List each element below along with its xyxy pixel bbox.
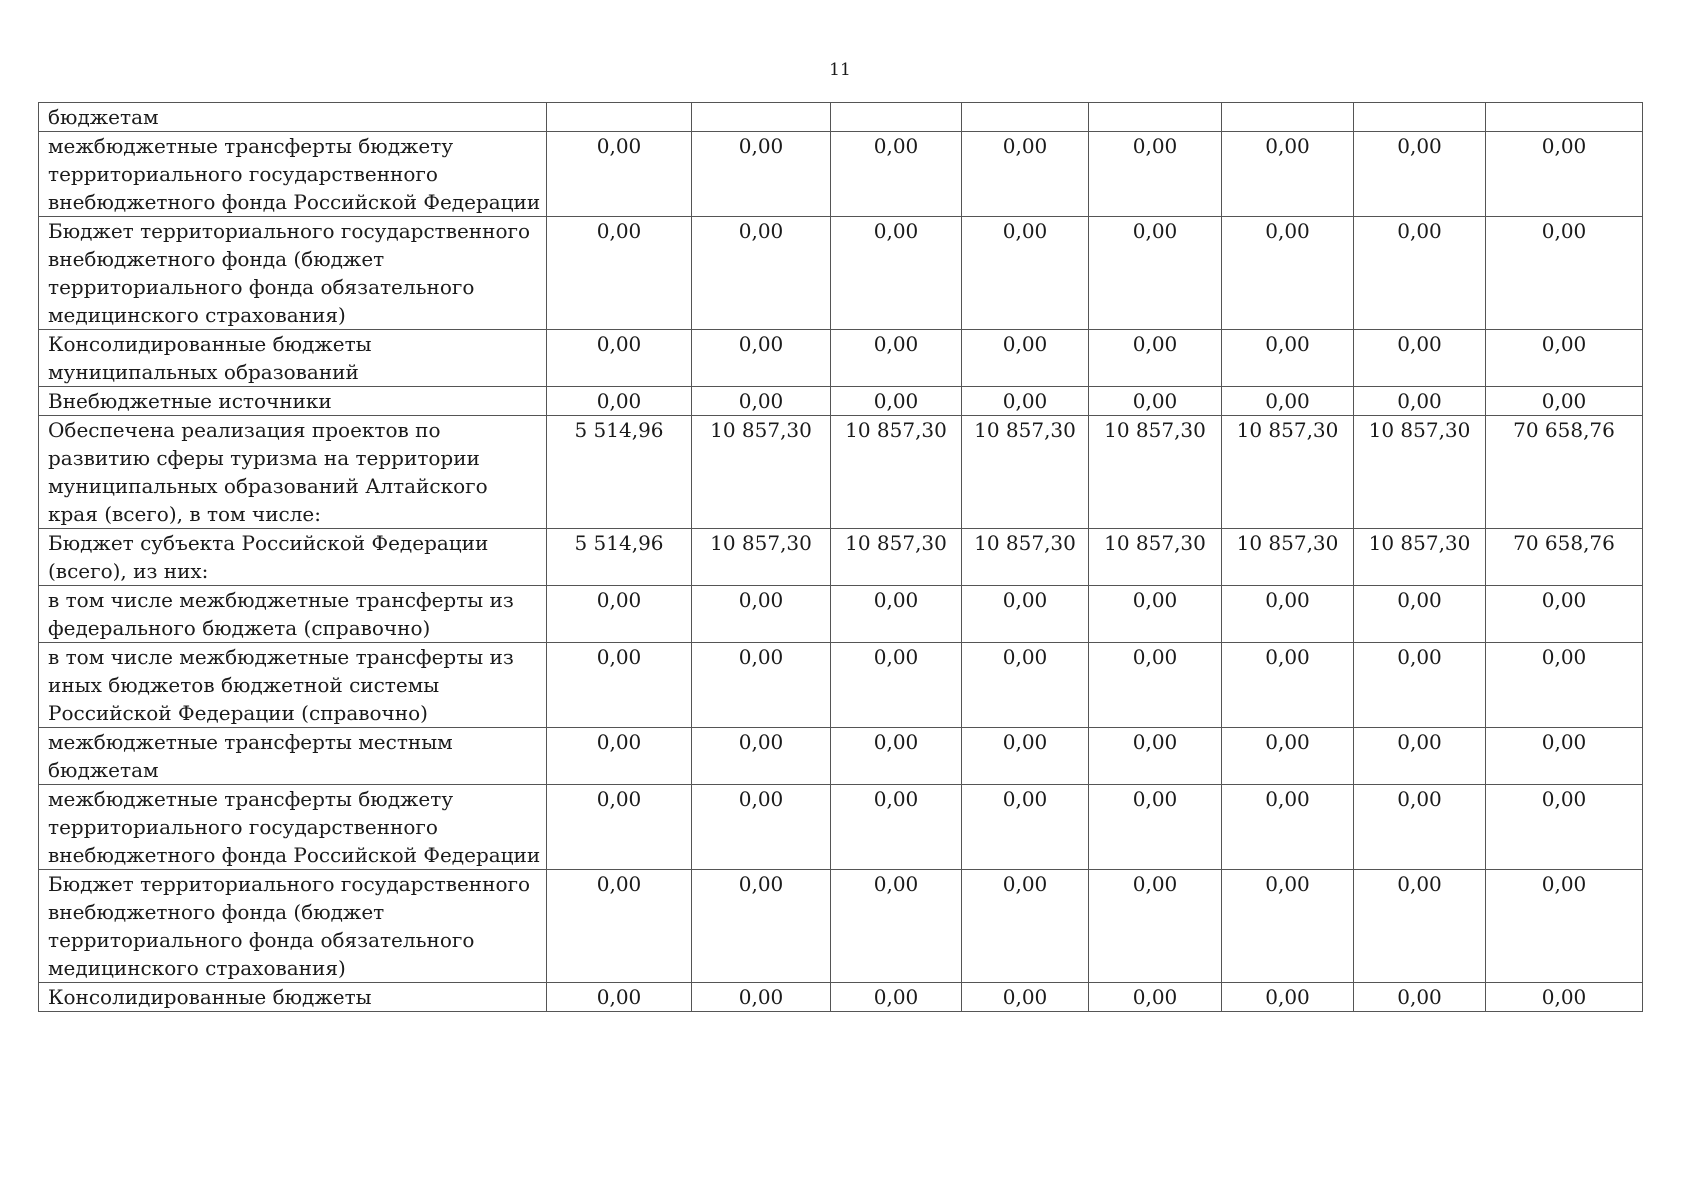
value-cell: 0,00 xyxy=(1486,983,1643,1012)
value-cell xyxy=(692,103,831,132)
value-cell: 0,00 xyxy=(692,870,831,983)
value-cell xyxy=(1089,103,1222,132)
value-cell: 0,00 xyxy=(1486,728,1643,785)
value-cell: 0,00 xyxy=(962,330,1089,387)
value-cell: 0,00 xyxy=(831,217,962,330)
table-row xyxy=(39,983,1643,1012)
value-cell: 10 857,30 xyxy=(1222,529,1354,586)
table-body xyxy=(39,103,1643,1012)
row-label: Бюджет территориального государственного внебюджетного фонда (бюджет территориального фонда обязательного медицинского страхования) xyxy=(39,217,547,330)
value-cell: 0,00 xyxy=(831,132,962,217)
table-row xyxy=(39,870,1643,983)
value-cell: 0,00 xyxy=(831,983,962,1012)
value-cell: 5 514,96 xyxy=(547,529,692,586)
table-row xyxy=(39,330,1643,387)
value-cell: 0,00 xyxy=(1089,132,1222,217)
table-row xyxy=(39,728,1643,785)
value-cell: 0,00 xyxy=(1486,643,1643,728)
value-cell: 0,00 xyxy=(962,643,1089,728)
value-cell: 0,00 xyxy=(1222,387,1354,416)
value-cell: 0,00 xyxy=(547,586,692,643)
table-row xyxy=(39,387,1643,416)
row-label: бюджетам xyxy=(39,103,547,132)
value-cell: 0,00 xyxy=(692,217,831,330)
value-cell: 0,00 xyxy=(831,728,962,785)
value-cell xyxy=(547,103,692,132)
value-cell: 0,00 xyxy=(1354,728,1486,785)
table-row xyxy=(39,103,1643,132)
value-cell: 0,00 xyxy=(1222,643,1354,728)
value-cell: 0,00 xyxy=(1222,586,1354,643)
table-row xyxy=(39,586,1643,643)
value-cell: 10 857,30 xyxy=(692,529,831,586)
value-cell: 5 514,96 xyxy=(547,416,692,529)
value-cell: 0,00 xyxy=(692,132,831,217)
value-cell: 0,00 xyxy=(547,330,692,387)
value-cell: 0,00 xyxy=(962,728,1089,785)
value-cell: 0,00 xyxy=(1354,132,1486,217)
value-cell: 0,00 xyxy=(962,785,1089,870)
row-label: межбюджетные трансферты местным бюджетам xyxy=(39,728,547,785)
value-cell: 0,00 xyxy=(547,132,692,217)
value-cell xyxy=(1486,103,1643,132)
value-cell: 0,00 xyxy=(1486,217,1643,330)
value-cell: 0,00 xyxy=(831,870,962,983)
value-cell: 0,00 xyxy=(962,586,1089,643)
value-cell: 10 857,30 xyxy=(962,529,1089,586)
table-row xyxy=(39,529,1643,586)
value-cell: 0,00 xyxy=(1354,586,1486,643)
value-cell: 0,00 xyxy=(1089,643,1222,728)
row-label: Консолидированные бюджеты xyxy=(39,983,547,1012)
value-cell: 0,00 xyxy=(1222,728,1354,785)
value-cell: 0,00 xyxy=(692,586,831,643)
value-cell: 0,00 xyxy=(831,330,962,387)
value-cell: 0,00 xyxy=(831,387,962,416)
value-cell: 0,00 xyxy=(1354,983,1486,1012)
budget-table xyxy=(38,102,1643,1012)
table-row xyxy=(39,132,1643,217)
value-cell: 0,00 xyxy=(1486,870,1643,983)
table-row xyxy=(39,785,1643,870)
value-cell: 0,00 xyxy=(831,785,962,870)
value-cell: 0,00 xyxy=(692,387,831,416)
value-cell: 0,00 xyxy=(547,217,692,330)
value-cell: 0,00 xyxy=(1089,586,1222,643)
value-cell: 10 857,30 xyxy=(692,416,831,529)
value-cell: 10 857,30 xyxy=(831,416,962,529)
row-label: в том числе межбюджетные трансферты из иных бюджетов бюджетной системы Российской Федерации (справочно) xyxy=(39,643,547,728)
value-cell: 0,00 xyxy=(547,387,692,416)
value-cell: 0,00 xyxy=(962,870,1089,983)
value-cell: 10 857,30 xyxy=(1089,416,1222,529)
value-cell: 0,00 xyxy=(1222,330,1354,387)
value-cell: 0,00 xyxy=(1354,330,1486,387)
value-cell: 0,00 xyxy=(1222,870,1354,983)
row-label: в том числе межбюджетные трансферты из федерального бюджета (справочно) xyxy=(39,586,547,643)
row-label: Внебюджетные источники xyxy=(39,387,547,416)
row-label: Бюджет территориального государственного внебюджетного фонда (бюджет территориального фонда обязательного медицинского страхования) xyxy=(39,870,547,983)
value-cell: 0,00 xyxy=(1354,217,1486,330)
value-cell: 0,00 xyxy=(1089,785,1222,870)
value-cell: 0,00 xyxy=(1486,132,1643,217)
value-cell: 0,00 xyxy=(1354,785,1486,870)
value-cell: 10 857,30 xyxy=(831,529,962,586)
value-cell: 0,00 xyxy=(962,387,1089,416)
value-cell: 0,00 xyxy=(831,643,962,728)
table-row xyxy=(39,217,1643,330)
value-cell: 0,00 xyxy=(1486,785,1643,870)
page-number: 11 xyxy=(829,60,851,80)
value-cell: 0,00 xyxy=(831,586,962,643)
value-cell: 0,00 xyxy=(1089,387,1222,416)
table-row xyxy=(39,416,1643,529)
value-cell: 10 857,30 xyxy=(1222,416,1354,529)
value-cell: 10 857,30 xyxy=(1354,416,1486,529)
value-cell: 0,00 xyxy=(692,983,831,1012)
value-cell: 0,00 xyxy=(547,785,692,870)
value-cell: 0,00 xyxy=(1089,217,1222,330)
value-cell xyxy=(1222,103,1354,132)
value-cell: 0,00 xyxy=(1089,330,1222,387)
value-cell: 0,00 xyxy=(1486,586,1643,643)
row-label: межбюджетные трансферты бюджету территориального государственного внебюджетного фонда Российской Федерации xyxy=(39,785,547,870)
value-cell xyxy=(1354,103,1486,132)
value-cell: 0,00 xyxy=(962,217,1089,330)
value-cell: 0,00 xyxy=(692,643,831,728)
value-cell: 10 857,30 xyxy=(962,416,1089,529)
value-cell: 0,00 xyxy=(692,728,831,785)
value-cell: 0,00 xyxy=(1222,983,1354,1012)
value-cell: 0,00 xyxy=(1354,870,1486,983)
value-cell: 0,00 xyxy=(1089,870,1222,983)
row-label: Консолидированные бюджеты муниципальных образований xyxy=(39,330,547,387)
value-cell: 70 658,76 xyxy=(1486,529,1643,586)
value-cell: 0,00 xyxy=(1222,785,1354,870)
value-cell: 0,00 xyxy=(962,132,1089,217)
value-cell: 0,00 xyxy=(1354,387,1486,416)
value-cell: 0,00 xyxy=(1486,330,1643,387)
value-cell: 0,00 xyxy=(962,983,1089,1012)
value-cell: 0,00 xyxy=(547,983,692,1012)
value-cell: 0,00 xyxy=(1354,643,1486,728)
value-cell: 0,00 xyxy=(692,785,831,870)
value-cell: 0,00 xyxy=(547,728,692,785)
value-cell: 0,00 xyxy=(1486,387,1643,416)
value-cell: 0,00 xyxy=(547,870,692,983)
value-cell: 10 857,30 xyxy=(1089,529,1222,586)
value-cell xyxy=(831,103,962,132)
row-label: межбюджетные трансферты бюджету территориального государственного внебюджетного фонда Российской Федерации xyxy=(39,132,547,217)
value-cell: 0,00 xyxy=(1089,983,1222,1012)
table-row xyxy=(39,643,1643,728)
value-cell: 0,00 xyxy=(547,643,692,728)
row-label: Обеспечена реализация проектов по развитию сферы туризма на территории муниципальных образований Алтайского края (всего), в том числе: xyxy=(39,416,547,529)
value-cell: 0,00 xyxy=(1089,728,1222,785)
value-cell: 0,00 xyxy=(1222,217,1354,330)
value-cell: 0,00 xyxy=(1222,132,1354,217)
value-cell: 10 857,30 xyxy=(1354,529,1486,586)
value-cell: 70 658,76 xyxy=(1486,416,1643,529)
value-cell xyxy=(962,103,1089,132)
value-cell: 0,00 xyxy=(692,330,831,387)
row-label: Бюджет субъекта Российской Федерации (всего), из них: xyxy=(39,529,547,586)
